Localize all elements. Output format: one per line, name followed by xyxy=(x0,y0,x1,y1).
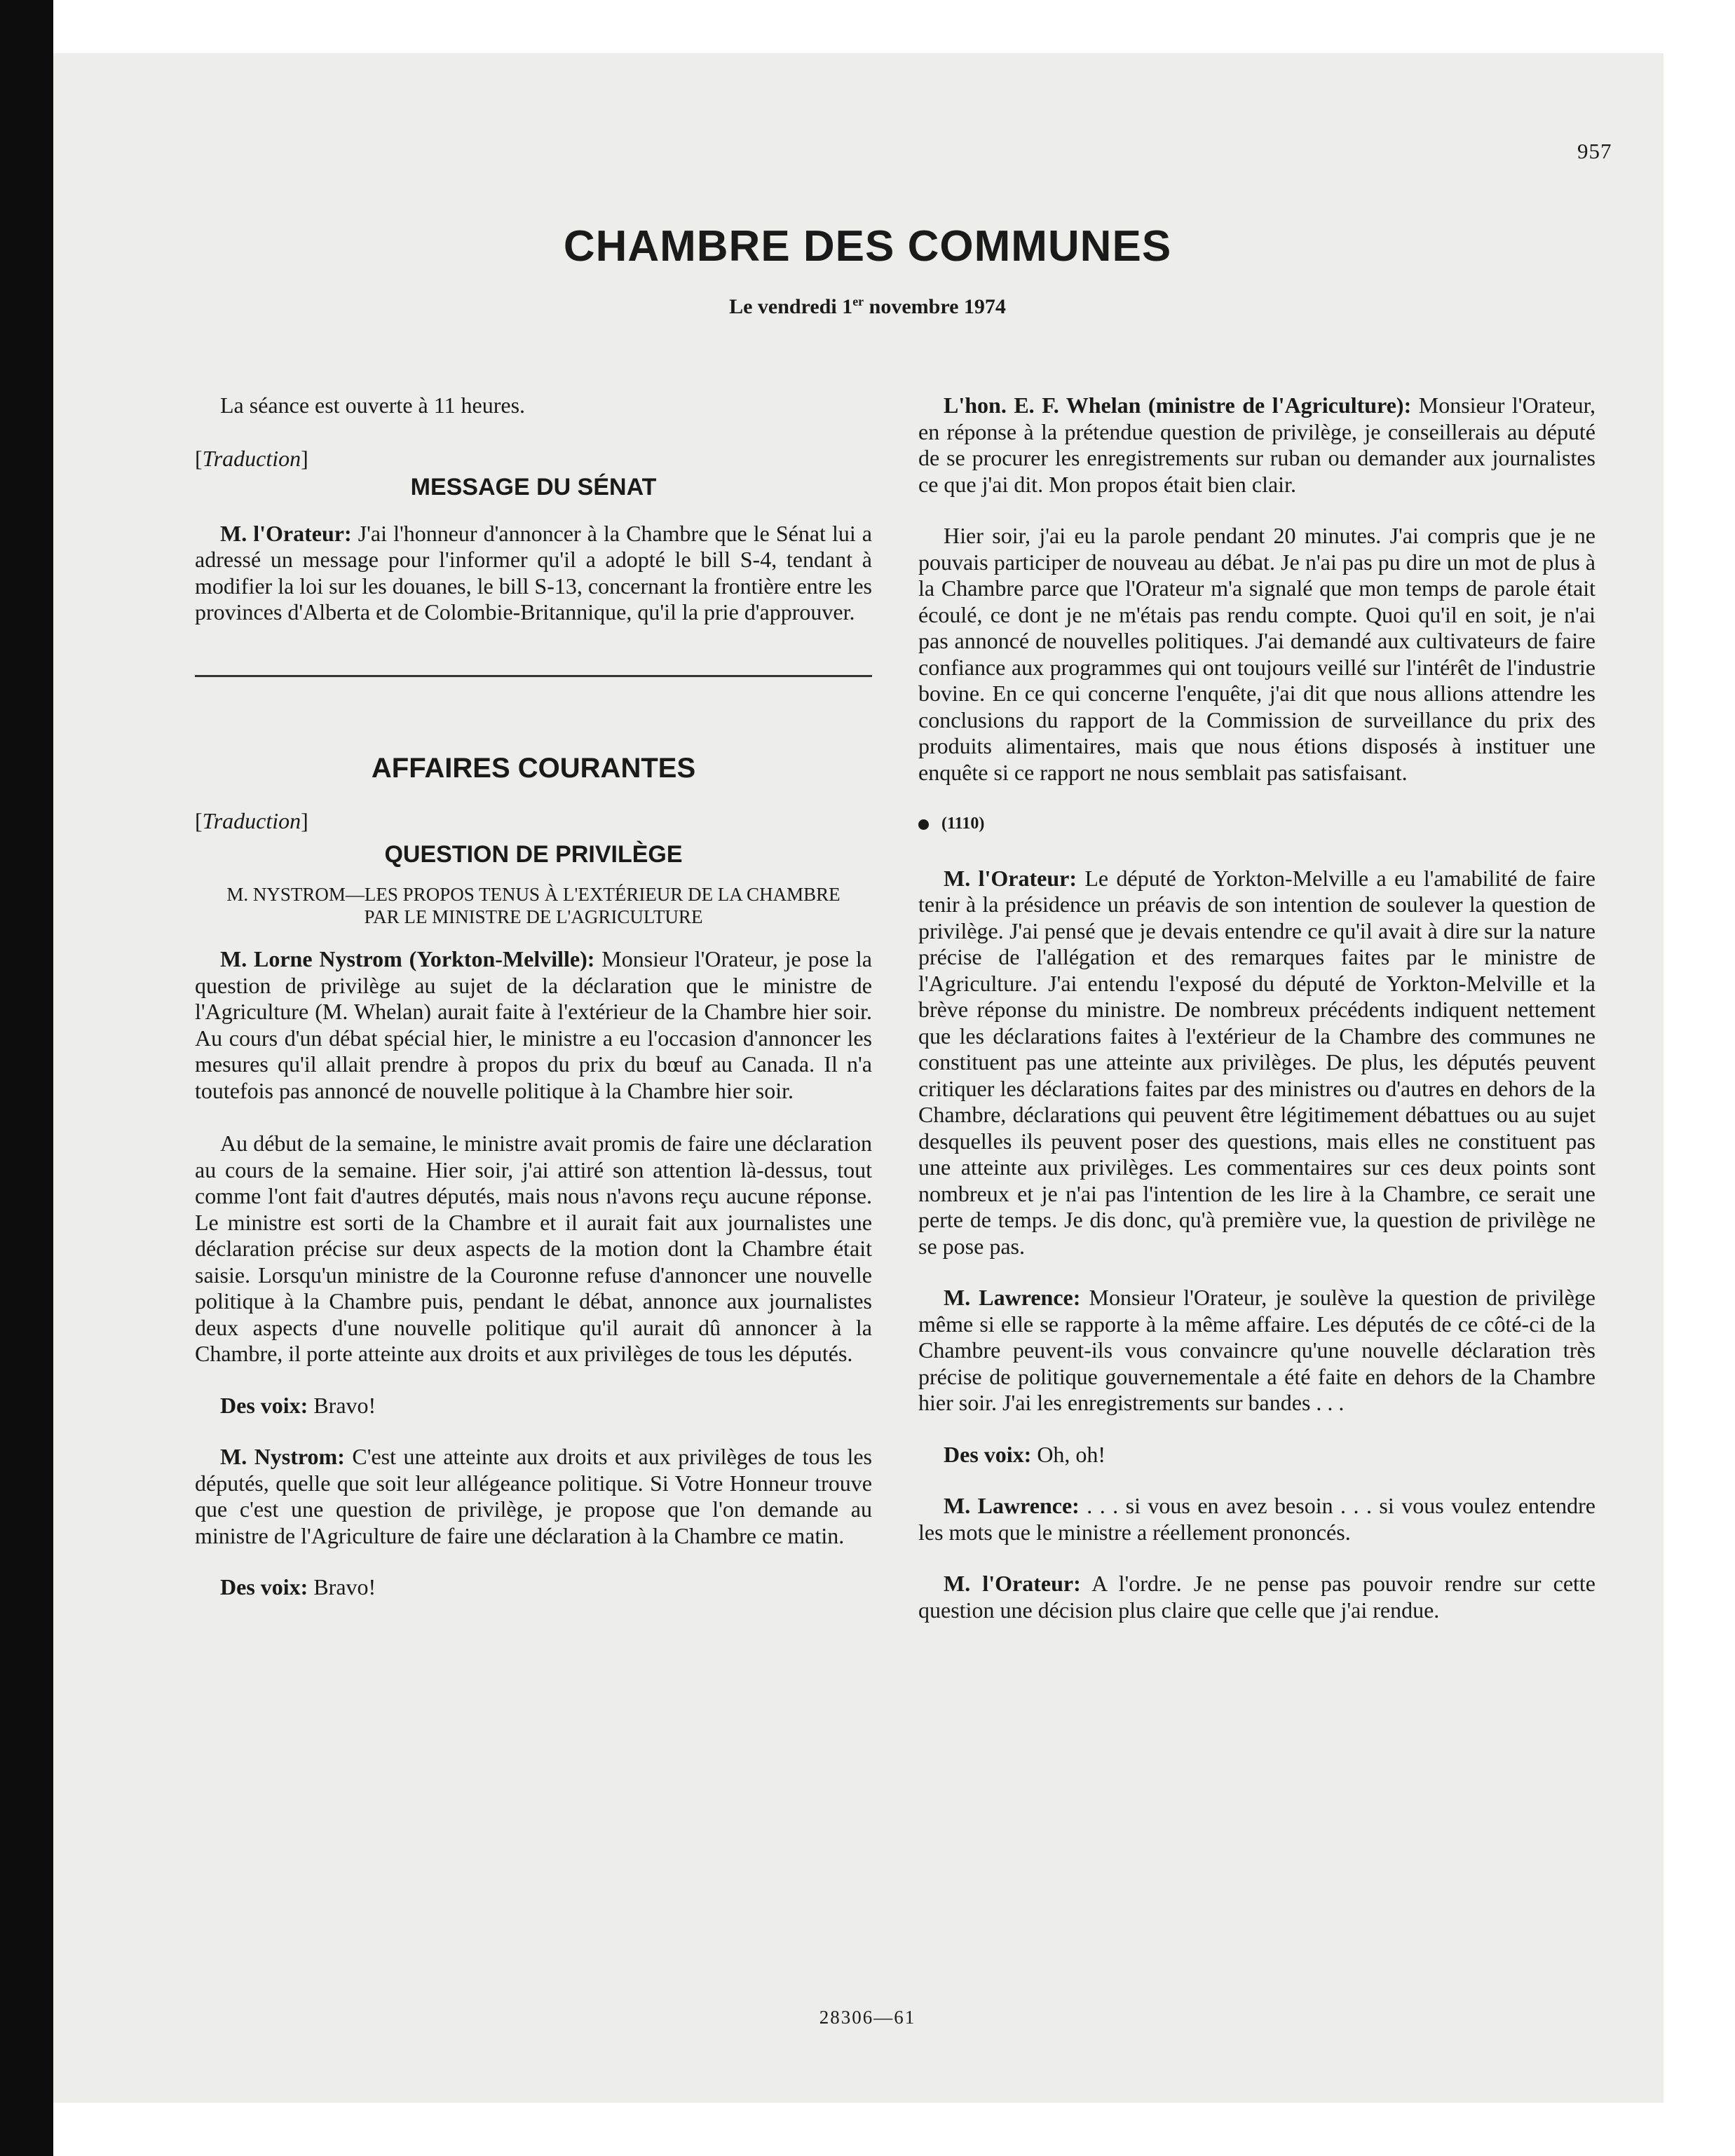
privilege-subheading: M. NYSTROM—LES PROPOS TENUS À L'EXTÉRIEUR DE LA CHAMBRE PAR LE MINISTRE DE L'AGRICULTURE xyxy=(226,884,841,927)
speech-text: Oh, oh! xyxy=(1031,1441,1106,1467)
lawrence-speech-1 xyxy=(918,1285,1595,1417)
routine-business-heading: AFFAIRES COURANTES xyxy=(371,752,696,784)
section-divider xyxy=(195,675,872,677)
speaker-name: M. Lawrence: xyxy=(944,1493,1080,1518)
scan-border-top xyxy=(53,0,1735,53)
speech-text: Monsieur l'Orateur, je soulève la question de privilège même si elle se rapporte à la même affaire. Les députés de ce côté-ci de la Chambre peuvent-ils vous convaincre qu'une nouvelle déclaration très précise de politique gouvernementale a été faite en dehors de la Chambre hier soir. J'ai les enregistrements sur bandes . . . xyxy=(918,1285,1596,1415)
speaker-name: Des voix: xyxy=(220,1574,308,1599)
speaker-name: M. l'Orateur: xyxy=(220,520,352,546)
speech-text: J'ai l'honneur d'annoncer à la Chambre que le Sénat lui a adressé un message pour l'informer qu'il a adopté le bill S-4, tendant à modifier la loi sur les douanes, le bill S-13, concernant la frontière entre les provinces d'Alberta et de Colombie-Britannique, qu'il la prie d'approuver. xyxy=(195,520,873,625)
print-code: 28306—61 xyxy=(819,2007,916,2028)
speech-text: C'est une atteinte aux droits et aux privilèges de tous les députés, quelle que soit leur allégeance politique. Si Votre Honneur trouve que c'est une question de privilège, je propose que l'on demande au ministre de l'Agriculture de faire une déclaration à la Chambre ce matin. xyxy=(195,1444,873,1548)
nystrom-speech-3 xyxy=(195,1444,872,1549)
page-number: 957 xyxy=(1577,139,1612,163)
speech-text: Le député de Yorkton-Melville a eu l'amabilité de faire tenir à la présidence un préavis de son intention de soulever la question de privilège. J'ai pensé que je devais entendre ce qu'il avait à dire sur la nature précise de l'allégation et des remarques faites par le ministre de l'Agriculture. J'ai entendu l'exposé du député de Yorkton-Melville et la brève réponse du ministre. De nombreux précédents indiquent nettement que les déclarations faites à l'extérieur de la Chambre des communes ne constituent pas une atteinte aux privilèges. De plus, les députés peuvent critiquer les déclarations faites par des ministres ou d'autres en dehors de la Chambre, déclarations qui peuvent être légitimement débattues ou au sujet desquelles ils peuvent poser des questions, mais elles ne constituent pas une atteinte aux privilèges. Les commentaires sur ces deux points sont nombreux et je n'ai pas l'intention de les lire à la Chambre, ce serait une perte de temps. Je dis donc, qu'à première vue, la question de privilège ne se pose pas. xyxy=(918,865,1596,1259)
date-suffix: novembre 1974 xyxy=(864,295,1006,318)
date-superscript: er xyxy=(852,294,864,308)
bullet-icon xyxy=(918,819,929,830)
speaker-name: M. l'Orateur: xyxy=(944,865,1077,891)
whelan-speech-2: Hier soir, j'ai eu la parole pendant 20 minutes. J'ai compris que je ne pouvais participer de nouveau au débat. Je n'ai pas pu dire un mot de plus à la Chambre parce que l'Orateur m'a signalé que mon temps de parole était écoulé, ce dont je ne m'étais pas rendu compte. Quoi qu'il en soit, je n'ai pas annoncé de nouvelles politiques. J'ai demandé aux cultivateurs de faire confiance aux programmes qui ont toujours veillé sur l'intérêt de l'industrie bovine. En ce qui concerne l'enquête, j'ai dit que nous allions attendre les conclusions du rapport de la Commission de surveillance du prix des produits alimentaires, mais que nous étions disposés à instituer une enquête si ce rapport ne nous semblait pas satisfaisant. xyxy=(918,523,1595,785)
senate-message-paragraph xyxy=(195,521,872,626)
whelan-speech-1 xyxy=(918,393,1595,498)
speech-text: Monsieur l'Orateur, je pose la question de privilège au sujet de la déclaration que le ministre de l'Agriculture (M. Whelan) aurait faite à l'extérieur de la Chambre hier soir. Au cours d'un débat spécial hier, le ministre a eu l'occasion d'annoncer les mesures qu'il allait prendre à propos du prix du bœuf au Canada. Il n'a toutefois pas annoncé de nouvelle politique à la Chambre hier soir. xyxy=(195,946,873,1103)
lawrence-speech-2 xyxy=(918,1493,1595,1546)
speaker-ruling xyxy=(918,866,1595,1260)
translation-tag: [ Traduction ] xyxy=(195,808,872,835)
speaker-name: Des voix: xyxy=(944,1441,1032,1467)
time-marker xyxy=(918,811,1595,838)
left-column xyxy=(195,393,872,1601)
speaker-name: M. Lorne Nystrom (Yorkton-Melville): xyxy=(220,946,595,971)
scan-border-left xyxy=(0,0,53,2156)
speech-text: . . . si vous en avez besoin . . . si vous voulez entendre les mots que le ministre a réellement prononcés. xyxy=(918,1493,1595,1545)
speech-text: Bravo! xyxy=(308,1574,376,1599)
speaker-name: M. Nystrom: xyxy=(220,1444,345,1469)
speech-text: Bravo! xyxy=(308,1392,376,1418)
speaker-name: Des voix: xyxy=(220,1392,308,1418)
speech-text: Monsieur l'Orateur, en réponse à la prétendue question de privilège, je conseillerais au député de se procurer les enregistrements sur ruban ou demander aux journalistes ce que j'ai dit. Mon propos était bien clair. xyxy=(918,393,1595,497)
speaker-final-ruling xyxy=(918,1571,1595,1623)
page-title: CHAMBRE DES COMMUNES xyxy=(563,222,1172,271)
voices-interjection xyxy=(195,1393,872,1419)
right-column xyxy=(918,393,1595,1623)
speaker-name: L'hon. E. F. Whelan (ministre de l'Agriculture): xyxy=(944,393,1412,418)
translation-tag: [ Traduction ] xyxy=(195,446,872,472)
date-prefix: Le vendredi 1 xyxy=(729,295,853,318)
privilege-heading: QUESTION DE PRIVILÈGE xyxy=(384,840,683,868)
voices-interjection xyxy=(918,1442,1595,1468)
nystrom-speech-1 xyxy=(195,946,872,1104)
speaker-name: M. Lawrence: xyxy=(944,1285,1081,1310)
voices-interjection xyxy=(195,1574,872,1601)
speaker-name: M. l'Orateur: xyxy=(944,1571,1081,1596)
nystrom-speech-2: Au début de la semaine, le ministre avait promis de faire une déclaration au cours de la semaine. Hier soir, j'ai attiré son attention là-dessus, tout comme l'ont fait d'autres députés, mais nous n'avons reçu aucune réponse. Le ministre est sorti de la Chambre et il aurait fait aux journalistes une déclaration précise sur deux aspects de la motion dont la Chambre était saisie. Lorsqu'un ministre de la Couronne refuse d'annoncer une nouvelle politique à la Chambre puis, pendant le débat, annonce aux journalistes deux aspects d'une nouvelle politique qu'il aurait dû annoncer à la Chambre, il porte atteinte aux droits et aux privilèges de tous les députés. xyxy=(195,1131,872,1366)
speech-text: A l'ordre. Je ne pense pas pouvoir rendre sur cette question une décision plus claire que celle que j'ai rendue. xyxy=(918,1571,1596,1623)
sitting-date xyxy=(0,294,1735,319)
time-marker-text: (1110) xyxy=(941,814,985,833)
senate-message-heading: MESSAGE DU SÉNAT xyxy=(410,474,657,500)
opening-line: La séance est ouverte à 11 heures. xyxy=(220,393,526,418)
